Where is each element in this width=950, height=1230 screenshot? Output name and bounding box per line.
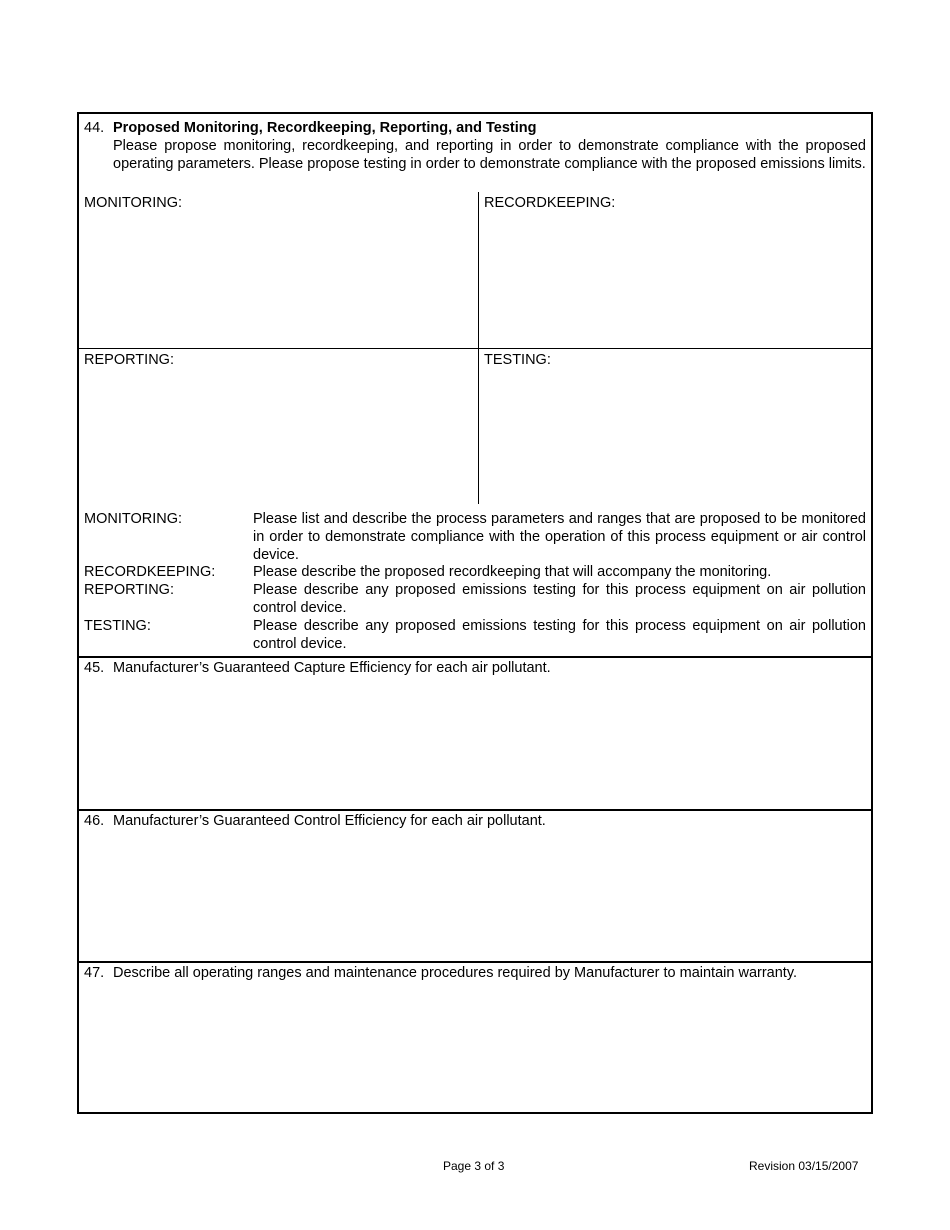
- question-46-number: 46.: [84, 813, 105, 829]
- definition-text: Please list and describe the process parameters and ranges that are proposed to be monitored in order to demonstrate compliance with the operation of this process equipment or air control device.: [253, 511, 866, 563]
- application-form-page: [77, 112, 873, 1114]
- recordkeeping-field[interactable]: RECORDKEEPING:: [484, 195, 616, 211]
- page-number: Page 3 of 3: [443, 1159, 505, 1173]
- question-44-instructions: Please propose monitoring, recordkeeping, and reporting in order to demonstrate compliance with the proposed operating parameters. Please propose testing in order to demonstrate compliance with the proposed emissions limits.: [113, 138, 866, 172]
- question-44-section: [79, 114, 871, 658]
- definition-term: RECORDKEEPING:: [84, 564, 216, 580]
- question-46-field[interactable]: [79, 809, 871, 961]
- revision-date: Revision 03/15/2007: [749, 1159, 859, 1173]
- question-45-label: Manufacturer’s Guaranteed Capture Efficiency for each air pollutant.: [113, 660, 551, 676]
- question-46-label: Manufacturer’s Guaranteed Control Efficiency for each air pollutant.: [113, 813, 546, 829]
- question-47-field[interactable]: [79, 961, 871, 1114]
- question-45-field[interactable]: [79, 656, 871, 809]
- question-47-number: 47.: [84, 965, 105, 981]
- definition-text: Please describe any proposed emissions testing for this process equipment on air pollution control device.: [253, 582, 866, 616]
- reporting-field[interactable]: REPORTING:: [84, 352, 174, 368]
- definition-text: Please describe any proposed emissions testing for this process equipment on air pollution control device.: [253, 618, 866, 652]
- testing-field[interactable]: TESTING:: [484, 352, 551, 368]
- question-45-number: 45.: [84, 660, 105, 676]
- definition-term: REPORTING:: [84, 582, 174, 598]
- definition-term: MONITORING:: [84, 511, 183, 527]
- monitoring-field[interactable]: MONITORING:: [84, 195, 183, 211]
- question-44-number: 44.: [84, 120, 105, 136]
- definition-text: Please describe the proposed recordkeeping that will accompany the monitoring.: [253, 564, 772, 580]
- question-44-title: Proposed Monitoring, Recordkeeping, Reporting, and Testing: [113, 120, 537, 136]
- grid-horizontal-divider: [79, 348, 871, 349]
- question-47-label: Describe all operating ranges and maintenance procedures required by Manufacturer to maintain warranty.: [113, 965, 798, 981]
- definition-term: TESTING:: [84, 618, 151, 634]
